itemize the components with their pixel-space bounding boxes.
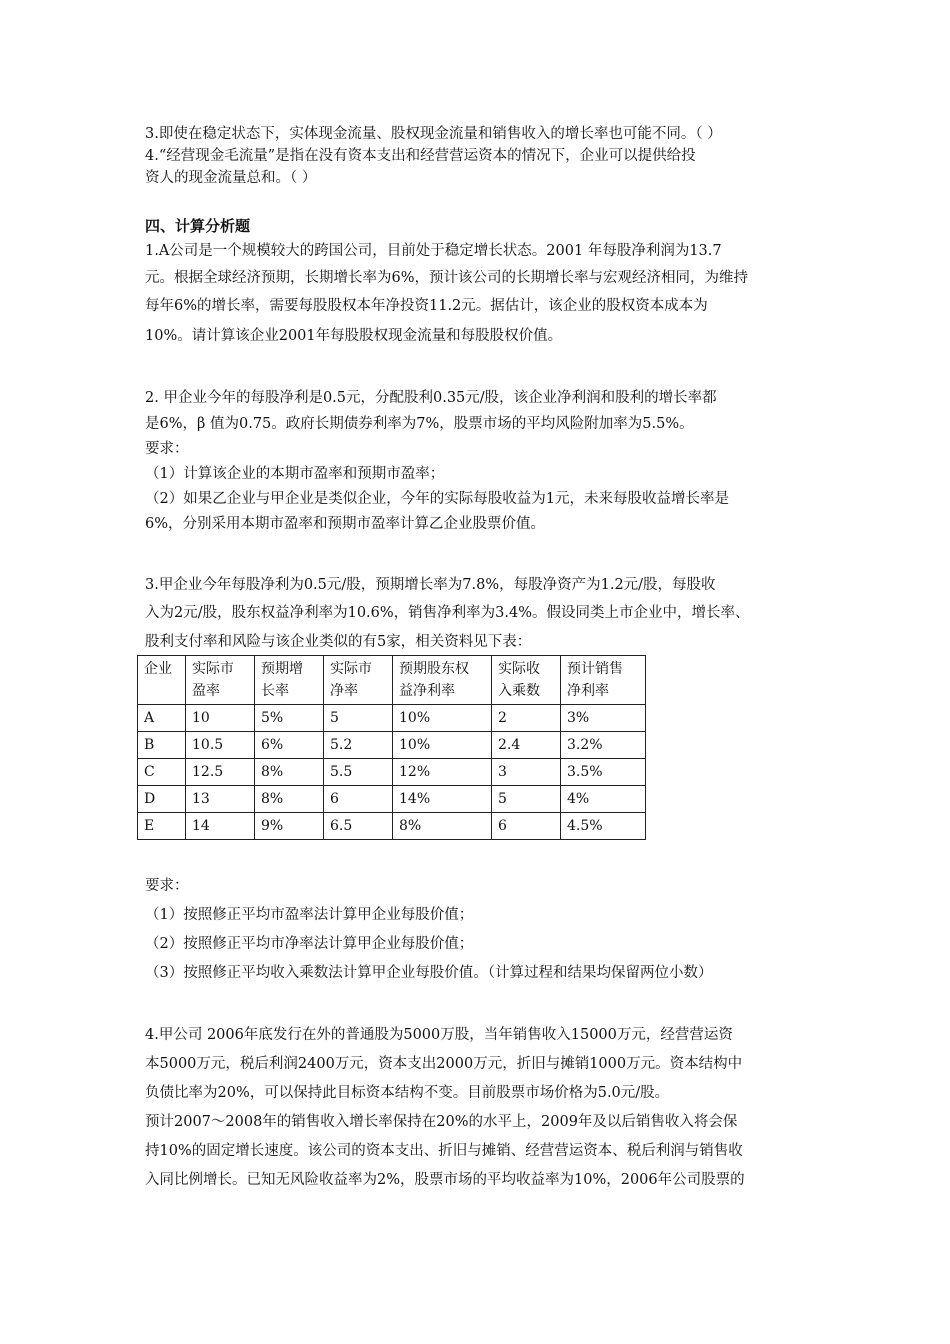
table-cell: 6	[492, 813, 561, 840]
table-cell: 5	[324, 705, 393, 732]
table-cell: D	[138, 786, 186, 813]
table-cell: 10	[186, 705, 255, 732]
question-line: 3.甲企业今年每股净利为0.5元/股，预期增长率为7.8%，每股净资产为1.2元/股，每股收	[145, 577, 716, 593]
table-cell: 6	[324, 786, 393, 813]
table-cell: 10%	[393, 705, 492, 732]
table-cell: A	[138, 705, 186, 732]
table-header-cell: 实际市 净率	[324, 656, 393, 705]
table-header-cell: 预期股东权 益净利率	[393, 656, 492, 705]
question-line: 4.“经营现金毛流量”是指在没有资本支出和经营营运资本的情况下，企业可以提供给投	[145, 148, 696, 164]
table-header-row	[138, 656, 646, 705]
question-line: 元。根据全球经济预期，长期增长率为6%，预计该公司的长期增长率与宏观经济相同，为维持	[145, 270, 748, 286]
table-cell: 14%	[393, 786, 492, 813]
table-header-cell: 实际市 盈率	[186, 656, 255, 705]
table-cell: 3.5%	[561, 759, 646, 786]
question-line: 资人的现金流量总和。（ ）	[145, 170, 317, 186]
table-row	[138, 732, 646, 759]
question-line: 负债比率为20%，可以保持此目标资本结构不变。目前股票市场价格为5.0元/股。	[145, 1085, 670, 1101]
question-line: 要求：	[145, 878, 189, 894]
question-line: 2. 甲企业今年的每股净利是0.5元，分配股利0.35元/股，该企业净利润和股利的增长率都	[145, 390, 717, 406]
question-line: 要求：	[145, 441, 189, 457]
table-cell: 8%	[393, 813, 492, 840]
table-cell: 9%	[255, 813, 324, 840]
question-line: 3.即使在稳定状态下，实体现金流量、股权现金流量和销售收入的增长率也可能不同。（ ）	[145, 126, 722, 142]
table-cell: 4.5%	[561, 813, 646, 840]
table-cell: 6.5	[324, 813, 393, 840]
table-cell: 10.5	[186, 732, 255, 759]
table-cell: 14	[186, 813, 255, 840]
table-cell: 8%	[255, 786, 324, 813]
question-line: 持10%的固定增长速度。该公司的资本支出、折旧与摊销、经营营运资本、税后利润与销售收	[145, 1143, 743, 1159]
question-line: 预计2007～2008年的销售收入增长率保持在20%的水平上，2009年及以后销售收入将会保	[145, 1114, 738, 1130]
question-line: （1）按照修正平均市盈率法计算甲企业每股价值；	[145, 907, 474, 923]
table-cell: B	[138, 732, 186, 759]
question-line: （2）按照修正平均市净率法计算甲企业每股价值；	[145, 936, 474, 952]
question-line: 6%，分别采用本期市盈率和预期市盈率计算乙企业股票价值。	[145, 516, 546, 532]
table-cell: 5%	[255, 705, 324, 732]
table-header-cell: 企业	[138, 656, 186, 705]
table-cell: 10%	[393, 732, 492, 759]
question-line: 每年6%的增长率，需要每股股权本年净投资11.2元。据估计，该企业的股权资本成本为	[145, 298, 708, 314]
question-line: （1）计算该企业的本期市盈率和预期市盈率；	[145, 466, 445, 482]
question-line: 本5000万元，税后利润2400万元，资本支出2000万元，折旧与摊销1000万元。资本结构中	[145, 1056, 743, 1072]
table-header-cell: 预期增 长率	[255, 656, 324, 705]
table-header-cell: 预计销售 净利率	[561, 656, 646, 705]
table-cell: 2.4	[492, 732, 561, 759]
question-line: 入同比例增长。已知无风险收益率为2%，股票市场的平均收益率为10%，2006年公司股票的	[145, 1172, 745, 1188]
table-cell: 4%	[561, 786, 646, 813]
question-line: 10%。请计算该企业2001年每股股权现金流量和每股股权价值。	[145, 328, 563, 344]
table-cell: 3	[492, 759, 561, 786]
table-cell: 12.5	[186, 759, 255, 786]
question-line: 4.甲公司 2006年底发行在外的普通股为5000万股，当年销售收入15000万元，经营营运资	[145, 1027, 733, 1043]
table-cell: 8%	[255, 759, 324, 786]
question-line: （3）按照修正平均收入乘数法计算甲企业每股价值。（计算过程和结果均保留两位小数）	[145, 965, 713, 981]
question-line: 股利支付率和风险与该企业类似的有5家，相关资料见下表：	[145, 634, 532, 650]
table-cell: 5.2	[324, 732, 393, 759]
table-cell: 3.2%	[561, 732, 646, 759]
question-line: （2）如果乙企业与甲企业是类似企业，今年的实际每股收益为1元，未来每股收益增长率是	[145, 491, 729, 507]
table-row	[138, 786, 646, 813]
question-line: 是6%，β 值为0.75。政府长期债券利率为7%，股票市场的平均风险附加率为5.5%。	[145, 416, 694, 432]
table-row	[138, 813, 646, 840]
comparable-firms-table	[137, 655, 646, 840]
table-cell: C	[138, 759, 186, 786]
table-cell: 12%	[393, 759, 492, 786]
table-cell: 2	[492, 705, 561, 732]
table-row	[138, 705, 646, 732]
question-line: 入为2元/股，股东权益净利率为10.6%，销售净利率为3.4%。假设同类上市企业中，增长率、	[145, 605, 750, 621]
table-header-cell: 实际收 入乘数	[492, 656, 561, 705]
table-cell: 5	[492, 786, 561, 813]
section-heading: 四、计算分析题	[145, 217, 251, 235]
table-cell: E	[138, 813, 186, 840]
table-cell: 5.5	[324, 759, 393, 786]
table-row	[138, 759, 646, 786]
table-cell: 3%	[561, 705, 646, 732]
question-line: 1.A公司是一个规模较大的跨国公司，目前处于稳定增长状态。2001 年每股净利润为13.7	[145, 243, 722, 259]
table-cell: 13	[186, 786, 255, 813]
table-cell: 6%	[255, 732, 324, 759]
